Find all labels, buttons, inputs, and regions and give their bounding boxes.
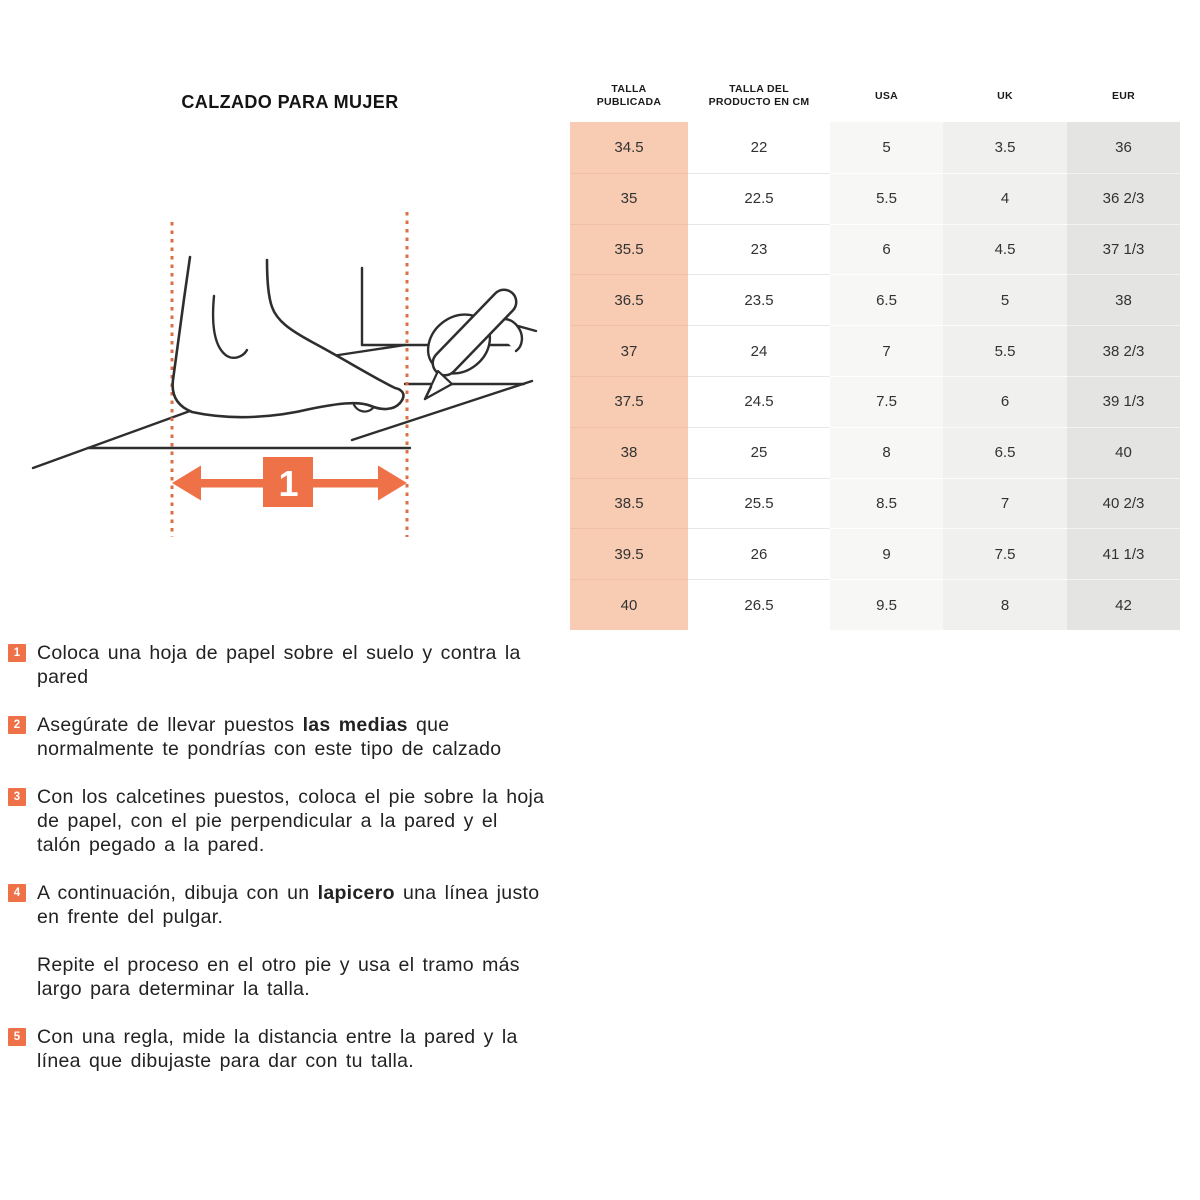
instruction-line: Asegúrate de llevar puestos las medias que <box>37 714 450 736</box>
cell-talla-publicada: 38.5 <box>570 478 688 529</box>
cell-talla-cm: 23 <box>688 224 830 275</box>
cell-talla-cm: 25 <box>688 427 830 478</box>
instruction-line: de papel, con el pie perpendicular a la pared y el <box>37 810 498 832</box>
page-title: CALZADO PARA MUJER <box>181 92 399 112</box>
arrow-step-label: 1 <box>278 463 299 504</box>
instruction-step-5 <box>8 1025 628 1073</box>
cell-talla-cm: 23.5 <box>688 274 830 325</box>
foot-outline <box>173 257 404 417</box>
cell-talla-cm: 26 <box>688 528 830 579</box>
header-talla-producto-cm: TALLA DEL PRODUCTO EN CM <box>708 83 810 108</box>
cell-talla-publicada: 35.5 <box>570 224 688 275</box>
cell-talla-publicada: 36.5 <box>570 274 688 325</box>
instruction-step-1 <box>8 641 628 689</box>
cell-uk: 7.5 <box>943 528 1067 579</box>
instruction-step-4 <box>8 881 628 929</box>
instruction-line: talón pegado a la pared. <box>37 834 265 856</box>
cell-uk: 5 <box>943 274 1067 325</box>
step-1-badge: 1 <box>8 644 26 662</box>
cell-usa: 9.5 <box>830 579 943 630</box>
cell-uk: 6 <box>943 376 1067 427</box>
cell-talla-cm: 22 <box>688 122 830 173</box>
instruction-line: A continuación, dibuja con un lapicero una línea justo <box>37 882 540 904</box>
header-uk: UK <box>997 89 1013 102</box>
table-row <box>570 274 1180 325</box>
table-row <box>570 173 1180 224</box>
cell-uk: 5.5 <box>943 325 1067 376</box>
size-table-header <box>570 80 1180 122</box>
cell-talla-publicada: 37.5 <box>570 376 688 427</box>
instruction-line: Con los calcetines puestos, coloca el pie sobre la hoja <box>37 786 545 808</box>
size-table <box>570 80 1180 630</box>
cell-eur: 40 <box>1067 427 1180 478</box>
cell-eur: 36 <box>1067 122 1180 173</box>
cell-talla-publicada: 38 <box>570 427 688 478</box>
table-row <box>570 376 1180 427</box>
table-row <box>570 427 1180 478</box>
instruction-line: línea que dibujaste para dar con tu talla. <box>37 1050 415 1072</box>
cell-talla-cm: 25.5 <box>688 478 830 529</box>
cell-talla-cm: 22.5 <box>688 173 830 224</box>
header-eur: EUR <box>1111 89 1136 102</box>
cell-talla-publicada: 34.5 <box>570 122 688 173</box>
cell-talla-cm: 26.5 <box>688 579 830 630</box>
instruction-note <box>8 953 628 1001</box>
table-row <box>570 325 1180 376</box>
cell-eur: 37 1/3 <box>1067 224 1180 275</box>
cell-eur: 38 <box>1067 274 1180 325</box>
cell-uk: 4 <box>943 173 1067 224</box>
cell-usa: 9 <box>830 528 943 579</box>
cell-talla-publicada: 37 <box>570 325 688 376</box>
cell-uk: 7 <box>943 478 1067 529</box>
cell-usa: 8 <box>830 427 943 478</box>
instruction-line: pared <box>37 666 89 688</box>
table-row <box>570 528 1180 579</box>
cell-usa: 5.5 <box>830 173 943 224</box>
table-row <box>570 579 1180 630</box>
cell-usa: 6.5 <box>830 274 943 325</box>
instruction-line: normalmente te pondrías con este tipo de calzado <box>37 738 502 760</box>
step-3-badge: 3 <box>8 788 26 806</box>
instruction-line: Con una regla, mide la distancia entre la pared y la <box>37 1026 518 1048</box>
cell-uk: 3.5 <box>943 122 1067 173</box>
cell-usa: 7 <box>830 325 943 376</box>
cell-usa: 8.5 <box>830 478 943 529</box>
instruction-line: largo para determinar la talla. <box>37 978 310 1000</box>
instruction-step-2 <box>8 713 628 761</box>
cell-talla-publicada: 39.5 <box>570 528 688 579</box>
step-4-badge: 4 <box>8 884 26 902</box>
cell-uk: 6.5 <box>943 427 1067 478</box>
cell-eur: 41 1/3 <box>1067 528 1180 579</box>
table-row <box>570 224 1180 275</box>
instruction-line: Repite el proceso en el otro pie y usa el tramo más <box>37 954 520 976</box>
cell-uk: 8 <box>943 579 1067 630</box>
cell-talla-publicada: 40 <box>570 579 688 630</box>
step-5-badge: 5 <box>8 1028 26 1046</box>
cell-talla-cm: 24 <box>688 325 830 376</box>
table-row <box>570 122 1180 173</box>
instruction-step-3 <box>8 785 628 857</box>
instructions-list <box>8 641 628 1097</box>
instruction-line: Coloca una hoja de papel sobre el suelo y contra la <box>37 642 521 664</box>
measure-arrow <box>172 457 407 507</box>
header-talla-publicada: TALLA PUBLICADA <box>596 83 662 108</box>
cell-eur: 39 1/3 <box>1067 376 1180 427</box>
foot-measurement-illustration <box>20 190 560 550</box>
cell-eur: 40 2/3 <box>1067 478 1180 529</box>
cell-usa: 7.5 <box>830 376 943 427</box>
step-2-badge: 2 <box>8 716 26 734</box>
cell-usa: 6 <box>830 224 943 275</box>
cell-talla-publicada: 35 <box>570 173 688 224</box>
cell-talla-cm: 24.5 <box>688 376 830 427</box>
cell-usa: 5 <box>830 122 943 173</box>
cell-eur: 36 2/3 <box>1067 173 1180 224</box>
table-row <box>570 478 1180 529</box>
cell-eur: 38 2/3 <box>1067 325 1180 376</box>
cell-uk: 4.5 <box>943 224 1067 275</box>
header-usa: USA <box>874 89 899 102</box>
instruction-line: en frente del pulgar. <box>37 906 224 928</box>
cell-eur: 42 <box>1067 579 1180 630</box>
